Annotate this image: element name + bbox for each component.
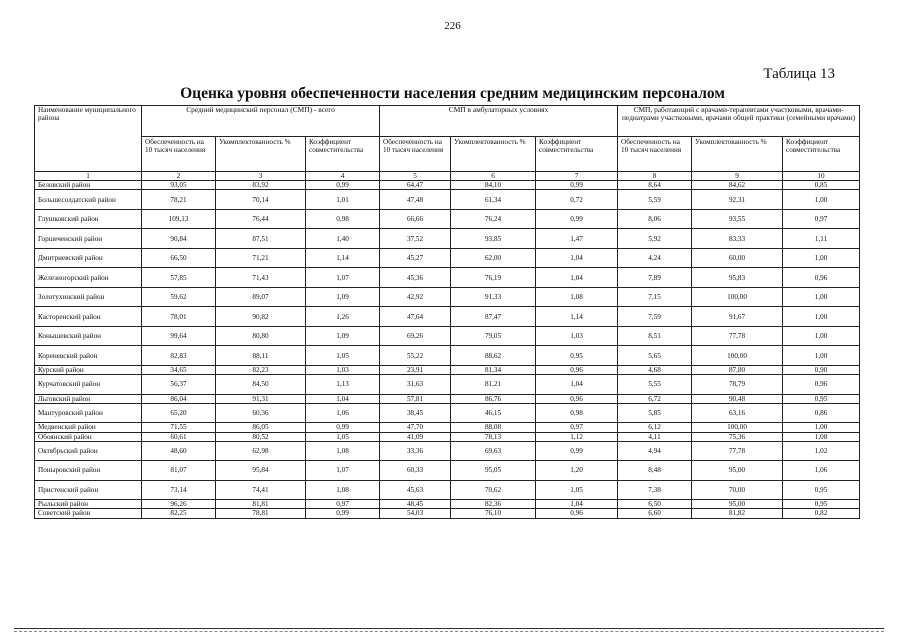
region-name: Курский район bbox=[35, 365, 142, 374]
value-cell: 45,27 bbox=[380, 248, 451, 268]
value-cell: 7,89 bbox=[618, 268, 692, 288]
column-number-row bbox=[35, 172, 860, 181]
value-cell: 69,26 bbox=[380, 326, 451, 346]
value-cell: 0,97 bbox=[783, 209, 860, 229]
value-cell: 4,68 bbox=[618, 365, 692, 374]
value-cell: 1,08 bbox=[306, 441, 380, 461]
table-row bbox=[35, 229, 860, 249]
table-row bbox=[35, 248, 860, 268]
value-cell: 70,14 bbox=[216, 190, 306, 210]
value-cell: 74,41 bbox=[216, 480, 306, 500]
region-name: Советский район bbox=[35, 509, 142, 518]
value-cell: 79,05 bbox=[451, 326, 536, 346]
value-cell: 0,96 bbox=[783, 375, 860, 395]
value-cell: 81,34 bbox=[451, 365, 536, 374]
value-cell: 1,00 bbox=[783, 307, 860, 327]
value-cell: 78,81 bbox=[216, 509, 306, 518]
value-cell: 5,85 bbox=[618, 403, 692, 423]
value-cell: 42,92 bbox=[380, 287, 451, 307]
value-cell: 95,00 bbox=[692, 500, 783, 509]
value-cell: 63,16 bbox=[692, 403, 783, 423]
value-cell: 84,62 bbox=[692, 181, 783, 190]
footer-rule bbox=[14, 628, 884, 629]
header-supply: Обеспеченность на 10 тысяч населения bbox=[618, 137, 692, 172]
region-name: Мантуровский район bbox=[35, 403, 142, 423]
value-cell: 1,00 bbox=[783, 423, 860, 432]
value-cell: 45,63 bbox=[380, 480, 451, 500]
value-cell: 8,51 bbox=[618, 326, 692, 346]
value-cell: 1,00 bbox=[783, 287, 860, 307]
value-cell: 77,78 bbox=[692, 326, 783, 346]
value-cell: 1,02 bbox=[783, 441, 860, 461]
value-cell: 1,26 bbox=[306, 307, 380, 327]
value-cell: 1,00 bbox=[783, 326, 860, 346]
column-number: 9 bbox=[692, 172, 783, 181]
value-cell: 78,79 bbox=[692, 375, 783, 395]
table-row bbox=[35, 326, 860, 346]
value-cell: 60,36 bbox=[216, 403, 306, 423]
table-row bbox=[35, 307, 860, 327]
footer-rule-dashed bbox=[14, 631, 884, 632]
value-cell: 7,59 bbox=[618, 307, 692, 327]
region-name: Октябрьский район bbox=[35, 441, 142, 461]
value-cell: 91,31 bbox=[216, 394, 306, 403]
value-cell: 88,62 bbox=[451, 346, 536, 366]
value-cell: 4,94 bbox=[618, 441, 692, 461]
value-cell: 1,09 bbox=[306, 287, 380, 307]
value-cell: 64,47 bbox=[380, 181, 451, 190]
value-cell: 1,04 bbox=[536, 500, 618, 509]
header-staffing: Укомплектованность % bbox=[216, 137, 306, 172]
value-cell: 1,04 bbox=[306, 394, 380, 403]
value-cell: 62,00 bbox=[451, 248, 536, 268]
value-cell: 31,63 bbox=[380, 375, 451, 395]
value-cell: 89,07 bbox=[216, 287, 306, 307]
table-row bbox=[35, 209, 860, 229]
region-name: Медвенский район bbox=[35, 423, 142, 432]
value-cell: 109,13 bbox=[142, 209, 216, 229]
region-name: Беловский район bbox=[35, 181, 142, 190]
column-number: 5 bbox=[380, 172, 451, 181]
region-name: Дмитриевский район bbox=[35, 248, 142, 268]
table-row bbox=[35, 509, 860, 518]
value-cell: 76,19 bbox=[451, 268, 536, 288]
value-cell: 5,59 bbox=[618, 190, 692, 210]
value-cell: 95,00 bbox=[692, 461, 783, 481]
value-cell: 1,14 bbox=[536, 307, 618, 327]
value-cell: 0,99 bbox=[536, 181, 618, 190]
header-region: Наименование муниципального района bbox=[35, 106, 142, 172]
value-cell: 65,20 bbox=[142, 403, 216, 423]
value-cell: 81,82 bbox=[692, 509, 783, 518]
value-cell: 0,90 bbox=[783, 365, 860, 374]
value-cell: 0,95 bbox=[783, 480, 860, 500]
value-cell: 95,05 bbox=[451, 461, 536, 481]
value-cell: 0,98 bbox=[536, 403, 618, 423]
value-cell: 0,95 bbox=[783, 500, 860, 509]
value-cell: 92,31 bbox=[692, 190, 783, 210]
value-cell: 81,21 bbox=[451, 375, 536, 395]
region-name: Рыльский район bbox=[35, 500, 142, 509]
value-cell: 91,67 bbox=[692, 307, 783, 327]
value-cell: 1,05 bbox=[536, 480, 618, 500]
region-name: Большесолдатский район bbox=[35, 190, 142, 210]
value-cell: 47,48 bbox=[380, 190, 451, 210]
value-cell: 70,00 bbox=[692, 480, 783, 500]
region-name: Золотухинский район bbox=[35, 287, 142, 307]
value-cell: 0,82 bbox=[783, 509, 860, 518]
value-cell: 87,51 bbox=[216, 229, 306, 249]
value-cell: 1,07 bbox=[306, 268, 380, 288]
value-cell: 60,33 bbox=[380, 461, 451, 481]
value-cell: 71,55 bbox=[142, 423, 216, 432]
table-row bbox=[35, 181, 860, 190]
header-group-therapists: СМП, работающий с врачами-терапевтами участковыми, врачами-педиатрами участковыми, врачами общей практики (семейными врачами) bbox=[618, 106, 860, 137]
table-row bbox=[35, 441, 860, 461]
value-cell: 0,99 bbox=[536, 209, 618, 229]
region-name: Касторенский район bbox=[35, 307, 142, 327]
value-cell: 1,08 bbox=[536, 287, 618, 307]
value-cell: 1,47 bbox=[536, 229, 618, 249]
value-cell: 1,03 bbox=[306, 365, 380, 374]
value-cell: 1,01 bbox=[306, 190, 380, 210]
table-row bbox=[35, 365, 860, 374]
value-cell: 99,64 bbox=[142, 326, 216, 346]
value-cell: 1,08 bbox=[306, 480, 380, 500]
value-cell: 0,85 bbox=[783, 181, 860, 190]
value-cell: 1,07 bbox=[306, 461, 380, 481]
value-cell: 57,85 bbox=[142, 268, 216, 288]
value-cell: 8,06 bbox=[618, 209, 692, 229]
region-name: Кореневский район bbox=[35, 346, 142, 366]
header-coef: Коэффициент совместительства bbox=[306, 137, 380, 172]
value-cell: 70,62 bbox=[451, 480, 536, 500]
region-name: Льговский район bbox=[35, 394, 142, 403]
value-cell: 1,08 bbox=[783, 432, 860, 441]
value-cell: 5,65 bbox=[618, 346, 692, 366]
value-cell: 82,23 bbox=[216, 365, 306, 374]
value-cell: 5,55 bbox=[618, 375, 692, 395]
header-supply: Обеспеченность на 10 тысяч населения bbox=[142, 137, 216, 172]
value-cell: 1,14 bbox=[306, 248, 380, 268]
value-cell: 87,47 bbox=[451, 307, 536, 327]
value-cell: 76,24 bbox=[451, 209, 536, 229]
value-cell: 1,06 bbox=[783, 461, 860, 481]
value-cell: 71,43 bbox=[216, 268, 306, 288]
value-cell: 78,01 bbox=[142, 307, 216, 327]
table-row bbox=[35, 461, 860, 481]
value-cell: 91,33 bbox=[451, 287, 536, 307]
value-cell: 1,12 bbox=[536, 432, 618, 441]
value-cell: 96,26 bbox=[142, 500, 216, 509]
table-row bbox=[35, 394, 860, 403]
value-cell: 60,00 bbox=[692, 248, 783, 268]
value-cell: 77,78 bbox=[692, 441, 783, 461]
value-cell: 34,65 bbox=[142, 365, 216, 374]
value-cell: 45,36 bbox=[380, 268, 451, 288]
header-supply: Обеспеченность на 10 тысяч населения bbox=[380, 137, 451, 172]
value-cell: 5,92 bbox=[618, 229, 692, 249]
value-cell: 1,00 bbox=[783, 190, 860, 210]
value-cell: 90,82 bbox=[216, 307, 306, 327]
value-cell: 83,92 bbox=[216, 181, 306, 190]
value-cell: 78,13 bbox=[451, 432, 536, 441]
value-cell: 0,95 bbox=[783, 394, 860, 403]
value-cell: 69,63 bbox=[451, 441, 536, 461]
value-cell: 62,98 bbox=[216, 441, 306, 461]
column-number: 1 bbox=[35, 172, 142, 181]
value-cell: 0,86 bbox=[783, 403, 860, 423]
value-cell: 0,99 bbox=[306, 181, 380, 190]
value-cell: 1,06 bbox=[306, 403, 380, 423]
value-cell: 84,50 bbox=[216, 375, 306, 395]
supply-table bbox=[34, 105, 860, 519]
page-number: 226 bbox=[444, 20, 461, 32]
region-name: Глушковский район bbox=[35, 209, 142, 229]
table-row bbox=[35, 190, 860, 210]
value-cell: 100,00 bbox=[692, 423, 783, 432]
value-cell: 81,07 bbox=[142, 461, 216, 481]
value-cell: 0,72 bbox=[536, 190, 618, 210]
table-row bbox=[35, 403, 860, 423]
value-cell: 59,62 bbox=[142, 287, 216, 307]
value-cell: 93,55 bbox=[692, 209, 783, 229]
region-name: Конышевский район bbox=[35, 326, 142, 346]
region-name: Поныровский район bbox=[35, 461, 142, 481]
value-cell: 1,03 bbox=[536, 326, 618, 346]
value-cell: 1,04 bbox=[536, 248, 618, 268]
value-cell: 82,36 bbox=[451, 500, 536, 509]
value-cell: 46,15 bbox=[451, 403, 536, 423]
document-title: Оценка уровня обеспеченности населения средним медицинским персоналом bbox=[180, 85, 725, 102]
value-cell: 90,84 bbox=[142, 229, 216, 249]
value-cell: 66,66 bbox=[380, 209, 451, 229]
value-cell: 55,22 bbox=[380, 346, 451, 366]
value-cell: 0,97 bbox=[536, 423, 618, 432]
value-cell: 71,21 bbox=[216, 248, 306, 268]
value-cell: 37,52 bbox=[380, 229, 451, 249]
value-cell: 1,04 bbox=[536, 268, 618, 288]
table-row bbox=[35, 346, 860, 366]
value-cell: 7,15 bbox=[618, 287, 692, 307]
value-cell: 1,20 bbox=[536, 461, 618, 481]
value-cell: 1,09 bbox=[306, 326, 380, 346]
value-cell: 8,48 bbox=[618, 461, 692, 481]
table-row bbox=[35, 500, 860, 509]
value-cell: 82,83 bbox=[142, 346, 216, 366]
table-body bbox=[35, 172, 860, 519]
value-cell: 4,24 bbox=[618, 248, 692, 268]
value-cell: 4,11 bbox=[618, 432, 692, 441]
value-cell: 7,38 bbox=[618, 480, 692, 500]
value-cell: 80,52 bbox=[216, 432, 306, 441]
table-row bbox=[35, 480, 860, 500]
header-staffing: Укомплектованность % bbox=[451, 137, 536, 172]
value-cell: 0,99 bbox=[306, 423, 380, 432]
value-cell: 41,09 bbox=[380, 432, 451, 441]
header-coef: Коэффициент совместительства bbox=[783, 137, 860, 172]
value-cell: 0,97 bbox=[306, 500, 380, 509]
value-cell: 0,96 bbox=[536, 365, 618, 374]
value-cell: 57,81 bbox=[380, 394, 451, 403]
value-cell: 0,96 bbox=[536, 394, 618, 403]
table-row bbox=[35, 432, 860, 441]
value-cell: 83,33 bbox=[692, 229, 783, 249]
column-number: 6 bbox=[451, 172, 536, 181]
value-cell: 1,05 bbox=[306, 432, 380, 441]
table-row bbox=[35, 423, 860, 432]
region-name: Обоянский район bbox=[35, 432, 142, 441]
value-cell: 33,36 bbox=[380, 441, 451, 461]
table-label: Таблица 13 bbox=[763, 66, 835, 82]
region-name: Железногорский район bbox=[35, 268, 142, 288]
value-cell: 1,13 bbox=[306, 375, 380, 395]
value-cell: 93,05 bbox=[142, 181, 216, 190]
value-cell: 78,21 bbox=[142, 190, 216, 210]
value-cell: 6,50 bbox=[618, 500, 692, 509]
column-number: 3 bbox=[216, 172, 306, 181]
value-cell: 76,44 bbox=[216, 209, 306, 229]
value-cell: 1,04 bbox=[536, 375, 618, 395]
value-cell: 87,80 bbox=[692, 365, 783, 374]
header-staffing: Укомплектованность % bbox=[692, 137, 783, 172]
value-cell: 1,00 bbox=[783, 248, 860, 268]
value-cell: 88,08 bbox=[451, 423, 536, 432]
region-name: Курчатовский район bbox=[35, 375, 142, 395]
table-row bbox=[35, 287, 860, 307]
region-name: Горшеченский район bbox=[35, 229, 142, 249]
value-cell: 95,84 bbox=[216, 461, 306, 481]
column-number: 8 bbox=[618, 172, 692, 181]
value-cell: 0,99 bbox=[306, 509, 380, 518]
value-cell: 1,05 bbox=[306, 346, 380, 366]
value-cell: 75,36 bbox=[692, 432, 783, 441]
value-cell: 95,83 bbox=[692, 268, 783, 288]
value-cell: 80,80 bbox=[216, 326, 306, 346]
column-number: 7 bbox=[536, 172, 618, 181]
value-cell: 48,45 bbox=[380, 500, 451, 509]
value-cell: 60,61 bbox=[142, 432, 216, 441]
value-cell: 0,95 bbox=[536, 346, 618, 366]
value-cell: 6,12 bbox=[618, 423, 692, 432]
value-cell: 6,60 bbox=[618, 509, 692, 518]
value-cell: 6,72 bbox=[618, 394, 692, 403]
column-number: 10 bbox=[783, 172, 860, 181]
value-cell: 86,05 bbox=[216, 423, 306, 432]
value-cell: 1,00 bbox=[783, 346, 860, 366]
region-name: Пристенский район bbox=[35, 480, 142, 500]
value-cell: 82,25 bbox=[142, 509, 216, 518]
value-cell: 47,70 bbox=[380, 423, 451, 432]
value-cell: 1,40 bbox=[306, 229, 380, 249]
value-cell: 8,64 bbox=[618, 181, 692, 190]
value-cell: 0,96 bbox=[536, 509, 618, 518]
value-cell: 93,85 bbox=[451, 229, 536, 249]
value-cell: 47,64 bbox=[380, 307, 451, 327]
value-cell: 0,98 bbox=[306, 209, 380, 229]
header-group-total: Средний медицинский персонал (СМП) - всего bbox=[142, 106, 380, 137]
column-number: 2 bbox=[142, 172, 216, 181]
value-cell: 54,03 bbox=[380, 509, 451, 518]
column-number: 4 bbox=[306, 172, 380, 181]
header-coef: Коэффициент совместительства bbox=[536, 137, 618, 172]
value-cell: 23,91 bbox=[380, 365, 451, 374]
value-cell: 61,34 bbox=[451, 190, 536, 210]
value-cell: 0,99 bbox=[536, 441, 618, 461]
value-cell: 76,10 bbox=[451, 509, 536, 518]
value-cell: 66,50 bbox=[142, 248, 216, 268]
header-group-ambulatory: СМП в амбулаторных условиях bbox=[380, 106, 618, 137]
value-cell: 56,37 bbox=[142, 375, 216, 395]
table-row bbox=[35, 268, 860, 288]
value-cell: 84,10 bbox=[451, 181, 536, 190]
value-cell: 1,11 bbox=[783, 229, 860, 249]
value-cell: 73,14 bbox=[142, 480, 216, 500]
value-cell: 88,11 bbox=[216, 346, 306, 366]
value-cell: 90,48 bbox=[692, 394, 783, 403]
value-cell: 81,81 bbox=[216, 500, 306, 509]
value-cell: 100,00 bbox=[692, 287, 783, 307]
value-cell: 86,76 bbox=[451, 394, 536, 403]
value-cell: 86,04 bbox=[142, 394, 216, 403]
value-cell: 48,60 bbox=[142, 441, 216, 461]
value-cell: 38,45 bbox=[380, 403, 451, 423]
table-row bbox=[35, 375, 860, 395]
value-cell: 0,96 bbox=[783, 268, 860, 288]
value-cell: 100,00 bbox=[692, 346, 783, 366]
